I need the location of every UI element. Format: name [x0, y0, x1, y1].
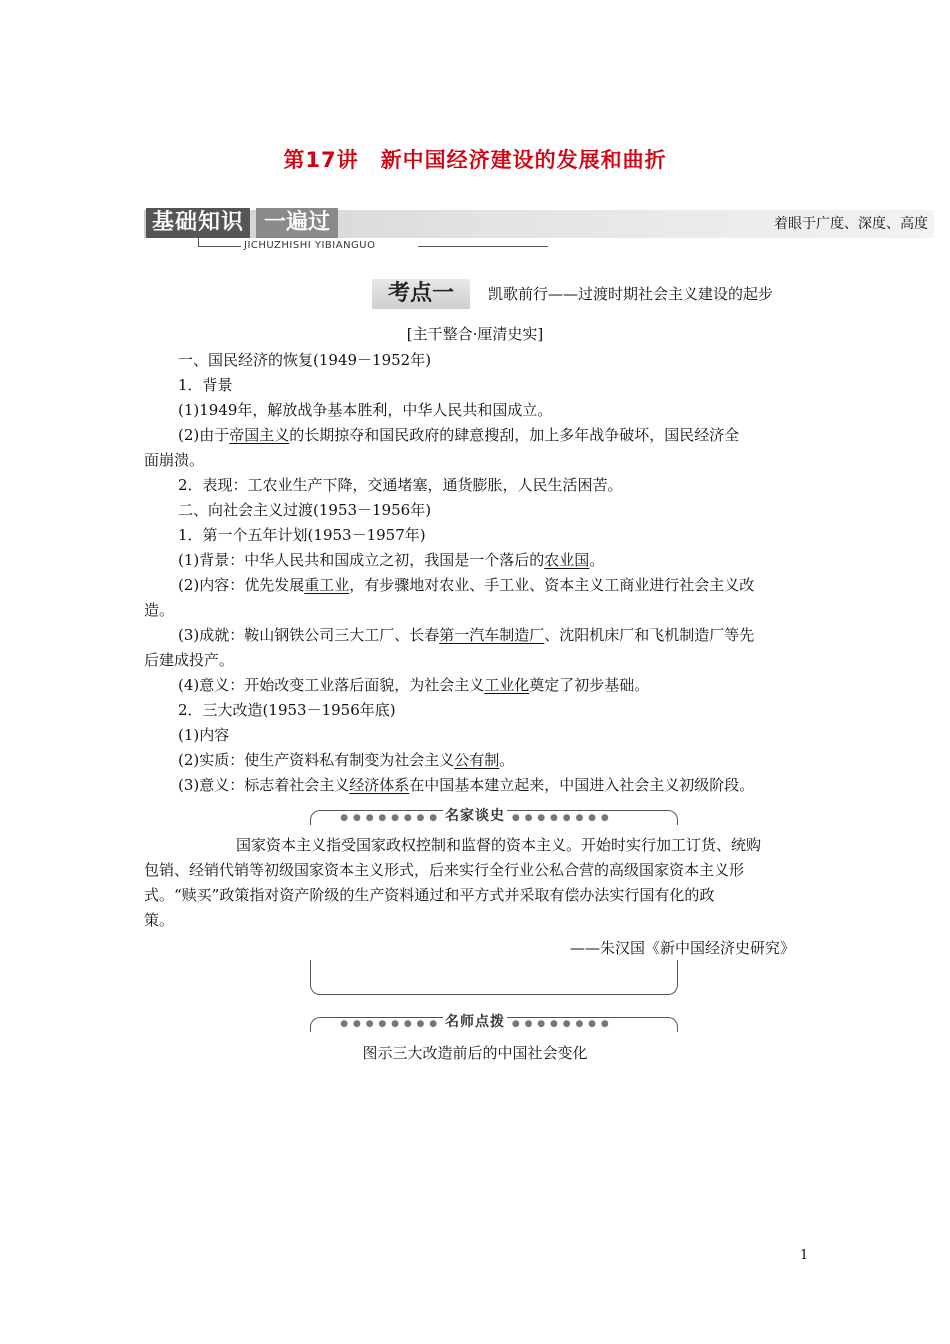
- paragraph-continued: 后建成投产。: [144, 651, 235, 669]
- paragraph-text: 。: [589, 551, 605, 569]
- paragraph-text: 。: [499, 751, 515, 769]
- quote-source: ——朱汉国《新中国经济史研究》: [570, 939, 796, 957]
- paragraph: [178, 749, 514, 770]
- quote-box-label: 名家谈史: [445, 808, 505, 824]
- figure-caption: 图示三大改造前后的中国社会变化: [362, 1044, 588, 1062]
- paragraph-text: (1)背景：中华人民共和国成立之初，我国是一个落后的: [178, 551, 545, 569]
- section-subhead: [主干整合·厘清史实]: [406, 325, 544, 343]
- paragraph-text: (3)成就：鞍山钢铁公司三大工厂、长春: [178, 626, 440, 644]
- paragraph: (1)1949年，解放战争基本胜利，中华人民共和国成立。: [178, 401, 553, 419]
- paragraph: [178, 624, 754, 645]
- underlined-term: 帝国主义: [229, 426, 290, 444]
- dots-decoration: ● ● ● ● ● ● ● ●: [340, 813, 439, 823]
- banner-right-text: 着眼于广度、深度、高度: [774, 216, 928, 232]
- paragraph: [178, 549, 604, 570]
- paragraph-text: 、沈阳机床厂和飞机制造厂等先: [544, 626, 755, 644]
- underlined-term: 重工业: [304, 576, 350, 594]
- dots-decoration: ● ● ● ● ● ● ● ●: [340, 1019, 439, 1029]
- banner-connector-line: [198, 236, 241, 247]
- underlined-term: 农业国: [544, 551, 590, 569]
- tip-box-label: 名师点拨: [445, 1014, 505, 1030]
- quote-text: 策。: [144, 911, 175, 929]
- section-title: 凯歌前行——过渡时期社会主义建设的起步: [488, 285, 774, 303]
- paragraph-text: (3)意义：标志着社会主义: [178, 776, 350, 794]
- paragraph-text: 奠定了初步基础。: [529, 676, 650, 694]
- underlined-term: 经济体系: [349, 776, 410, 794]
- tip-box-header: [0, 1011, 950, 1031]
- page-title: 第17讲 新中国经济建设的发展和曲折: [283, 148, 667, 172]
- underlined-term: 工业化: [484, 676, 530, 694]
- paragraph-text: ，有步骤地对农业、手工业、资本主义工商业进行社会主义改: [349, 576, 755, 594]
- underlined-term: 公有制: [454, 751, 500, 769]
- banner-sub-label: 一遍过: [256, 208, 338, 238]
- page-number: 1: [800, 1248, 809, 1263]
- heading-1: 一、国民经济的恢复(1949－1952年): [178, 351, 432, 369]
- paragraph-text: (2)内容：优先发展: [178, 576, 305, 594]
- dots-decoration: ● ● ● ● ● ● ● ●: [511, 813, 610, 823]
- quote-text: 式。“赎买”政策指对资产阶级的生产资料通过和平方式并采取有偿办法实行国有化的政: [144, 886, 715, 904]
- paragraph-text: 的长期掠夺和国民政府的肆意搜刮，加上多年战争破坏，国民经济全: [289, 426, 740, 444]
- heading-2: 二、向社会主义过渡(1953－1956年): [178, 501, 432, 519]
- underlined-term: 第一汽车制造厂: [439, 626, 545, 644]
- paragraph: [178, 574, 754, 595]
- quote-text: 国家资本主义指受国家政权控制和监督的资本主义。开始时实行加工订货、统购: [236, 836, 762, 854]
- banner-main-label: 基础知识: [146, 208, 250, 238]
- dots-decoration: ● ● ● ● ● ● ● ●: [511, 1019, 610, 1029]
- banner-underline: [418, 246, 548, 247]
- section-badge: 考点一: [372, 279, 470, 309]
- paragraph: 2．表现：工农业生产下降，交通堵塞，通货膨胀，人民生活困苦。: [178, 476, 623, 494]
- paragraph: [178, 774, 754, 795]
- paragraph: (1)内容: [178, 726, 230, 744]
- subheading: 1．背景: [178, 376, 233, 394]
- subheading: 1．第一个五年计划(1953－1957年): [178, 526, 426, 544]
- paragraph: [178, 674, 649, 695]
- paragraph-text: (2)由于: [178, 426, 230, 444]
- paragraph-text: 在中国基本建立起来，中国进入社会主义初级阶段。: [409, 776, 755, 794]
- quote-box-header: [0, 805, 950, 825]
- subheading: 2．三大改造(1953－1956年底): [178, 701, 396, 719]
- quote-box-bottom-border: [310, 960, 678, 995]
- banner-pinyin: JICHUZHISHI YIBIANGUO: [244, 240, 376, 251]
- paragraph-continued: 造。: [144, 601, 175, 619]
- paragraph-text: (2)实质：使生产资料私有制变为社会主义: [178, 751, 455, 769]
- quote-text: 包销、经销代销等初级国家资本主义形式，后来实行全行业公私合营的高级国家资本主义形: [144, 861, 745, 879]
- paragraph-continued: 面崩溃。: [144, 451, 205, 469]
- paragraph-text: (4)意义：开始改变工业落后面貌，为社会主义: [178, 676, 485, 694]
- paragraph: [178, 424, 739, 445]
